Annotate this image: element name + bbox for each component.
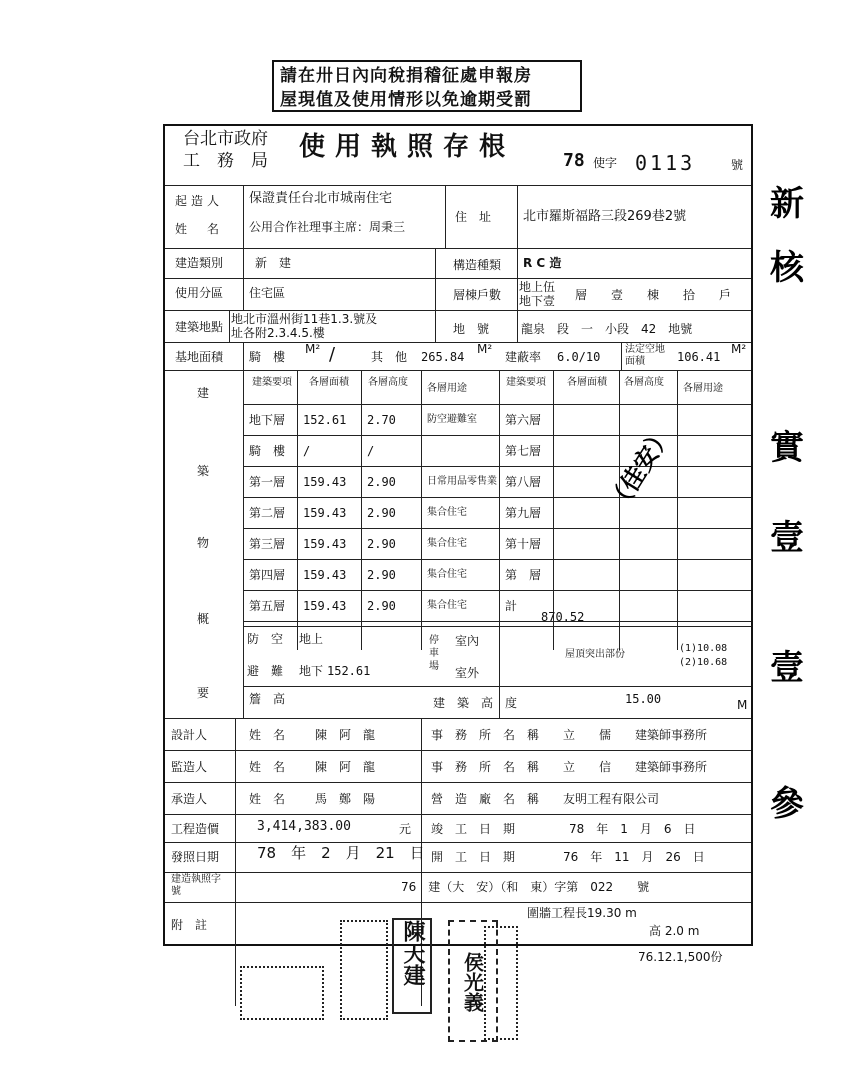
floor-use: 日常用品零售業 (427, 476, 497, 487)
floor-use: 集合住宅 (427, 569, 467, 580)
coverage-value: 6.0/10 (557, 350, 601, 364)
parking-outdoor: 室外 (455, 666, 480, 680)
floor-height: 2.90 (367, 475, 396, 489)
floors-label: 層棟戶數 (453, 288, 502, 302)
col-head-item-2: 建築要項 (506, 377, 546, 388)
floor-area: 152.61 (303, 413, 347, 427)
contractor-field-0: 承造人 (171, 792, 208, 806)
issue-date: 78 年 2 月 21 日 (257, 844, 425, 862)
floor-use: 防空避難室 (427, 414, 477, 425)
print-code: 76.12.1,500份 (638, 950, 723, 964)
parking-label: 停車場 (429, 635, 439, 672)
col-head-use: 各層用途 (427, 383, 467, 394)
side-char-2: 築 (197, 464, 210, 478)
edge-char-4: 壹 (770, 518, 804, 558)
floor-name-right: 計 (505, 599, 518, 613)
notice-line-2: 屋現值及使用情形以免逾期受罰 (280, 90, 532, 110)
shelter-label-2: 避 難 (247, 664, 284, 678)
cost-value: 3,414,383.00 (257, 819, 351, 834)
zone-label: 使用分區 (175, 286, 224, 300)
floor-area: 159.43 (303, 599, 347, 613)
cost-unit: 元 (399, 822, 412, 836)
side-char-4: 概 (197, 612, 210, 626)
type-value: 新 建 (255, 256, 292, 270)
other-label: 其 他 (371, 350, 408, 364)
arcade-slash: / (329, 344, 336, 365)
total-area-value: 870.52 (541, 610, 585, 624)
floor-name: 騎 樓 (249, 444, 286, 458)
shelter-above: 地上 (299, 632, 324, 646)
other-area-unit: M² (477, 342, 493, 356)
designer-field-2: 陳 阿 龍 (315, 728, 376, 742)
site-label: 建築地點 (175, 320, 224, 334)
diagonal-handwriting: （佳安） (601, 420, 678, 517)
floors-above: 地上伍 (519, 280, 556, 294)
building-height-value: 15.00 (625, 692, 662, 706)
floor-height: 2.70 (367, 413, 396, 427)
floors-below: 地下壹 (519, 294, 556, 308)
floor-name: 第三層 (249, 537, 286, 551)
seal-stamp-3 (240, 966, 324, 1020)
zone-value: 住宅區 (249, 286, 286, 300)
roof-label: 屋頂突出部份 (565, 649, 625, 660)
builder-label: 起造人 (175, 194, 224, 208)
building-height-unit: M (737, 698, 748, 712)
permit-no-value: 76 建（大 安）（和 東）字第 022 號 (401, 880, 650, 894)
structure-value: R C 造 (523, 256, 562, 270)
start-label: 開 工 日 期 (431, 850, 516, 864)
edge-char-2: 核 (770, 248, 804, 288)
building-height-label: 建 築 高 度 (433, 696, 518, 710)
coverage-label: 建蔽率 (505, 350, 542, 364)
supervisor-field-4: 立 信 建築師事務所 (563, 760, 708, 774)
supervisor-field-3: 事 務 所 名 稱 (431, 760, 540, 774)
parking-indoor: 室內 (455, 634, 480, 648)
shelter-label-1: 防 空 (247, 632, 284, 646)
legal-open-value: 106.41 (677, 350, 721, 364)
site-address-1: 地北市溫州街11巷1.3.號及 (231, 312, 378, 326)
lot-value: 龍泉 段 一 小段 42 地號 (521, 322, 693, 336)
notice-line-1: 請在卅日內向稅捐稽征處申報房 (280, 66, 532, 86)
designer-field-0: 設計人 (171, 728, 208, 742)
permit-no-label: 建造執照字號 (171, 874, 221, 897)
org-name-1: 台北市政府 (183, 129, 268, 149)
roof-value-2: (2)10.68 (679, 657, 728, 668)
builder-name-label: 姓 名 (175, 222, 224, 236)
floor-area: 159.43 (303, 568, 347, 582)
contractor-field-1: 姓 名 (249, 792, 286, 806)
designer-field-3: 事 務 所 名 稱 (431, 728, 540, 742)
edge-char-6: 參 (770, 784, 804, 824)
builder-name-1: 保證責任台北市城南住宅 (249, 191, 393, 206)
col-head-height-2: 各層高度 (624, 377, 664, 388)
col-head-area-2: 各層面積 (567, 377, 607, 388)
remarks-label: 附 註 (171, 918, 208, 932)
contractor-field-3: 營 造 廠 名 稱 (431, 792, 540, 806)
col-head-height: 各層高度 (368, 377, 408, 388)
floor-area: 159.43 (303, 475, 347, 489)
side-char-5: 要 (197, 686, 210, 700)
legal-open-unit: M² (731, 342, 747, 356)
builder-name-2: 公用合作社理事主席：周秉三 (249, 220, 406, 234)
side-char-1: 建 (197, 386, 210, 400)
supervisor-field-2: 陳 阿 龍 (315, 760, 376, 774)
arcade-label: 騎 樓 (249, 350, 286, 364)
floor-area: 159.43 (303, 506, 347, 520)
lot-label: 地 號 (453, 322, 490, 336)
supervisor-field-1: 姓 名 (249, 760, 286, 774)
permit-number: 0113 (635, 151, 696, 175)
chen-signature-stamp (392, 918, 432, 1014)
designer-field-4: 立 儒 建築師事務所 (563, 728, 708, 742)
other-area-value: 265.84 (421, 350, 465, 364)
edge-char-1: 新 (770, 184, 804, 224)
side-char-3: 物 (197, 536, 210, 550)
completion-label: 竣 工 日 期 (431, 822, 516, 836)
floor-height: 2.90 (367, 537, 396, 551)
eaves-label: 簷 高 (249, 692, 286, 706)
floor-name-right: 第九層 (505, 506, 542, 520)
floor-use: 集合住宅 (427, 538, 467, 549)
permit-suffix: 號 (731, 158, 744, 172)
col-head-area: 各層面積 (309, 377, 349, 388)
type-label: 建造類別 (175, 256, 224, 270)
rule (165, 185, 751, 186)
floor-use: 集合住宅 (427, 600, 467, 611)
issue-label: 發照日期 (171, 850, 220, 864)
address-label: 住 址 (455, 210, 492, 224)
seal-stamp-1 (340, 920, 388, 1020)
hou-stamp-text: 侯光義 (460, 952, 485, 1012)
contractor-field-4: 友明工程有限公司 (563, 792, 660, 806)
floor-name-right: 第 層 (505, 568, 542, 582)
remarks-wall: 圍牆工程長19.30 m (527, 906, 637, 920)
floor-name: 第五層 (249, 599, 286, 613)
structure-label: 構造種類 (453, 258, 502, 272)
chen-stamp-text: 陳天建 (400, 920, 425, 986)
seal-stamp-2 (484, 926, 518, 1040)
completion-date: 78 年 1 月 6 日 (569, 822, 696, 836)
floor-name-right: 第七層 (505, 444, 542, 458)
start-date: 76 年 11 月 26 日 (563, 850, 705, 864)
form-title: 使用執照存根 (299, 132, 516, 162)
units-text: 層 壹 棟 拾 戶 (575, 288, 732, 302)
floor-height: / (367, 444, 375, 458)
cost-label: 工程造價 (171, 822, 220, 836)
permit-prefix: 使字 (593, 156, 618, 170)
floor-name-right: 第十層 (505, 537, 542, 551)
floor-use: 集合住宅 (427, 507, 467, 518)
designer-field-1: 姓 名 (249, 728, 286, 742)
floor-height: 2.90 (367, 506, 396, 520)
edge-char-3: 實 (770, 428, 804, 468)
org-name-2: 工 務 局 (183, 151, 268, 171)
floor-name-right: 第八層 (505, 475, 542, 489)
floor-area: 159.43 (303, 537, 347, 551)
notice-box (272, 60, 582, 112)
site-area-label: 基地面積 (175, 350, 224, 364)
col-head-use-2: 各層用途 (683, 383, 723, 394)
site-address-2: 址各附2.3.4.5.樓 (231, 326, 325, 340)
permit-year: 78 (563, 150, 585, 171)
edge-char-5: 壹 (770, 648, 804, 688)
remarks-wall-height: 高 2.0 m (649, 924, 700, 938)
builder-address: 北市羅斯福路三段269巷2號 (523, 209, 687, 224)
floor-name: 第四層 (249, 568, 286, 582)
permit-form (163, 124, 753, 946)
shelter-below: 地下 (299, 664, 324, 678)
floor-name-right: 第六層 (505, 413, 542, 427)
legal-open-label: 法定空地面積 (625, 344, 665, 367)
floor-height: 2.90 (367, 568, 396, 582)
floor-area: / (303, 444, 311, 458)
contractor-field-2: 馬 鄭 陽 (315, 792, 376, 806)
roof-value-1: (1)10.08 (679, 643, 728, 654)
shelter-below-value: 152.61 (327, 664, 371, 678)
floor-name: 第二層 (249, 506, 286, 520)
floor-name: 第一層 (249, 475, 286, 489)
area-unit: M² (305, 342, 321, 356)
supervisor-field-0: 監造人 (171, 760, 208, 774)
floor-name: 地下層 (249, 413, 286, 427)
floor-height: 2.90 (367, 599, 396, 613)
col-head-item: 建築要項 (252, 377, 292, 388)
